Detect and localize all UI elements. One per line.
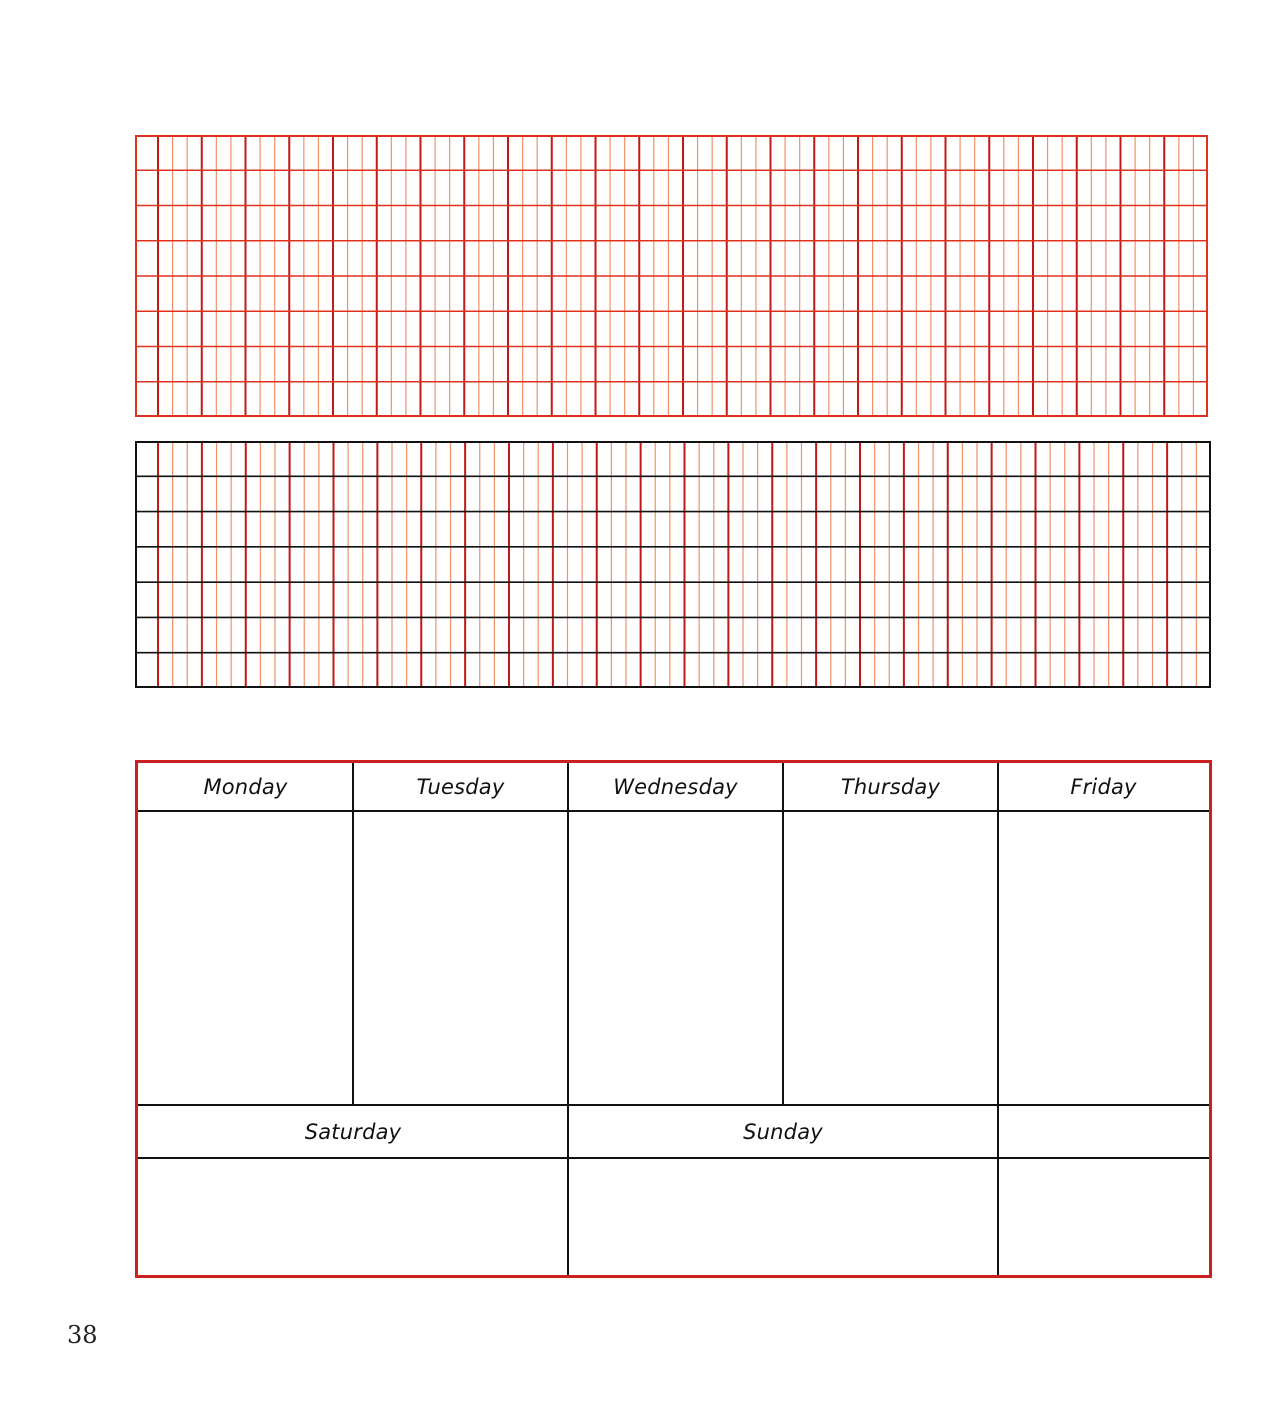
column-divider [352, 763, 354, 1104]
saturday-header: Saturday [304, 1119, 402, 1144]
monday-header: Monday [203, 774, 288, 799]
thursday-notes-area[interactable] [783, 812, 998, 1104]
saturday-notes-area[interactable] [138, 1159, 568, 1275]
page-number: 38 [67, 1321, 98, 1349]
friday-header: Friday [1070, 774, 1137, 799]
weekly-planner [135, 760, 1212, 1278]
column-divider [567, 763, 569, 1275]
practice-grid-bottom [135, 441, 1211, 688]
tuesday-header: Tuesday [416, 774, 505, 799]
column-divider [997, 763, 999, 1275]
sunday-notes-area[interactable] [568, 1159, 998, 1275]
extra-notes-area[interactable] [998, 1159, 1209, 1275]
grid-border [136, 442, 1210, 687]
friday-notes-area[interactable] [998, 812, 1209, 1104]
sunday-header: Sunday [743, 1119, 823, 1144]
practice-grid-top [135, 135, 1208, 417]
thursday-header: Thursday [840, 774, 941, 799]
wednesday-header: Wednesday [613, 774, 738, 799]
practice-grid-bottom-lines [135, 441, 1211, 688]
monday-notes-area[interactable] [138, 812, 353, 1104]
weekend-header-divider [138, 1157, 1209, 1159]
weekday-bottom-divider [138, 1104, 1209, 1106]
practice-grid-top-lines [135, 135, 1208, 417]
wednesday-notes-area[interactable] [568, 812, 783, 1104]
column-divider [782, 763, 784, 1104]
extra-header-cell [998, 1106, 1209, 1157]
tuesday-notes-area[interactable] [353, 812, 568, 1104]
header-divider [138, 810, 1209, 812]
